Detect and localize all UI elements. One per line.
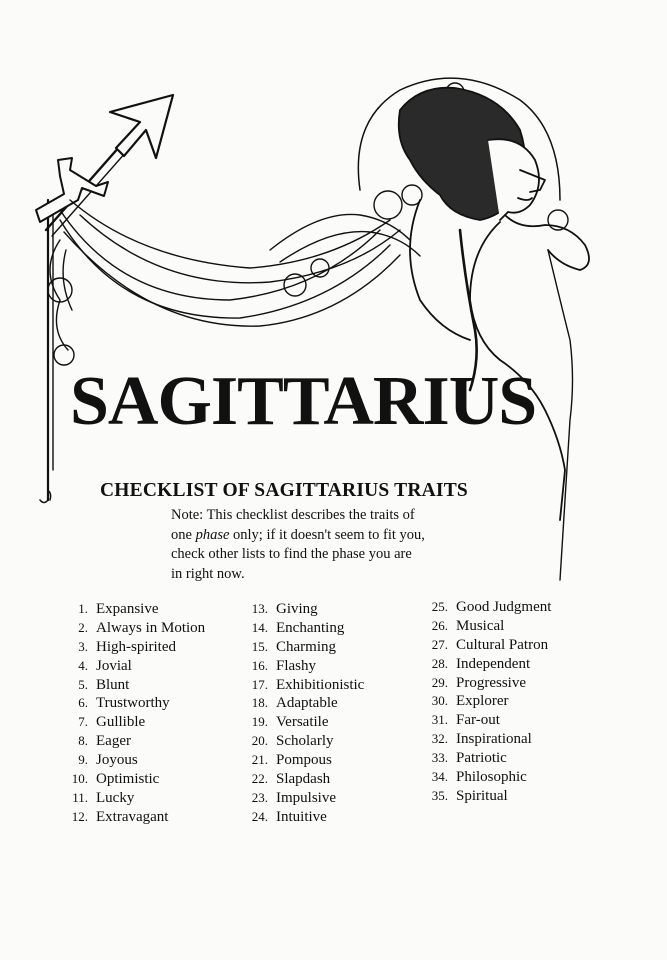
trait-item	[56, 676, 205, 695]
trait-number: 18.	[251, 695, 268, 711]
trait-item	[236, 676, 364, 695]
trait-number: 12.	[71, 808, 88, 824]
trait-number: 32.	[431, 731, 448, 747]
trait-item	[236, 638, 364, 657]
trait-item	[416, 636, 551, 655]
trait-label: Gullible	[96, 714, 146, 731]
trait-item	[56, 713, 205, 732]
trait-item	[236, 657, 364, 676]
trait-item	[416, 730, 551, 749]
trait-number: 4.	[78, 657, 88, 673]
trait-label: Flashy	[276, 657, 317, 674]
trait-number: 6.	[78, 695, 88, 711]
trait-item	[236, 600, 364, 619]
trait-number: 24.	[251, 808, 268, 824]
trait-label: Eager	[96, 733, 131, 750]
trait-number: 13.	[251, 601, 268, 616]
trait-number: 34.	[431, 769, 448, 785]
note-line: Note: This checklist describes the traits of	[171, 507, 415, 523]
ribbon-decoration	[50, 200, 420, 350]
trait-number: 27.	[431, 636, 448, 652]
trait-number: 21.	[251, 752, 268, 768]
trait-item	[416, 768, 551, 787]
trait-item	[416, 787, 551, 806]
trait-label: Trustworthy	[96, 695, 170, 712]
trait-label: Blunt	[96, 676, 130, 693]
trait-number: 20.	[251, 733, 268, 749]
trait-item	[236, 694, 364, 713]
trait-number: 26.	[431, 617, 448, 633]
trait-label: Extravagant	[96, 808, 169, 825]
trait-number: 15.	[251, 638, 268, 654]
trait-item	[416, 749, 551, 768]
trait-label: Adaptable	[276, 695, 338, 712]
trait-label: Charming	[276, 638, 336, 655]
trait-item	[56, 600, 205, 619]
page-title: SAGITTARIUS	[70, 363, 537, 440]
trait-item	[236, 713, 364, 732]
trait-label: Exhibitionistic	[276, 676, 365, 693]
trait-label: Joyous	[96, 752, 138, 769]
trait-number: 3.	[78, 638, 88, 654]
trait-number: 30.	[431, 693, 448, 709]
trait-label: Jovial	[96, 657, 132, 674]
trait-label: Optimistic	[96, 771, 160, 788]
trait-number: 16.	[251, 657, 268, 673]
checklist-heading: CHECKLIST OF SAGITTARIUS TRAITS	[100, 480, 468, 501]
trait-number: 9.	[78, 752, 88, 768]
trait-label: Always in Motion	[96, 619, 206, 636]
trait-label: Progressive	[456, 674, 526, 691]
trait-label: Philosophic	[456, 769, 527, 786]
trait-item	[416, 598, 551, 617]
traits-column-2	[236, 600, 364, 827]
checklist-note	[171, 506, 491, 584]
trait-item	[56, 619, 205, 638]
note-line: one phase only; if it doesn't seem to fit you,	[171, 526, 425, 543]
trait-label: Far-out	[456, 712, 500, 729]
trait-item	[236, 751, 364, 770]
trait-item	[236, 770, 364, 789]
trait-number: 22.	[251, 771, 268, 787]
trait-number: 17.	[251, 676, 268, 692]
trait-label: Slapdash	[276, 771, 331, 788]
trait-label: Expansive	[96, 601, 159, 617]
trait-number: 29.	[431, 674, 448, 690]
trait-label: Scholarly	[276, 733, 334, 750]
trait-number: 35.	[431, 787, 448, 803]
trait-label: Pompous	[276, 752, 332, 769]
traits-column-3	[416, 598, 551, 806]
trait-number: 23.	[251, 789, 268, 805]
trait-label: Enchanting	[276, 619, 345, 636]
trait-item	[416, 674, 551, 693]
trait-item	[236, 619, 364, 638]
trait-item	[56, 657, 205, 676]
trait-item	[56, 694, 205, 713]
trait-number: 33.	[431, 750, 448, 766]
trait-number: 25.	[431, 599, 448, 614]
trait-item	[236, 808, 364, 827]
note-emphasis: phase	[195, 526, 230, 543]
trait-number: 19.	[251, 714, 268, 730]
trait-item	[56, 808, 205, 827]
trait-item	[56, 751, 205, 770]
trait-number: 8.	[78, 733, 88, 749]
trait-number: 31.	[431, 712, 448, 728]
trait-number: 10.	[71, 771, 88, 787]
trait-label: Giving	[276, 601, 318, 617]
trait-item	[236, 789, 364, 808]
note-line: check other lists to find the phase you are	[171, 546, 412, 562]
trait-number: 11.	[72, 789, 88, 805]
trait-label: High-spirited	[96, 638, 176, 655]
trait-number: 1.	[78, 601, 88, 616]
trait-item	[416, 711, 551, 730]
trait-label: Patriotic	[456, 750, 507, 767]
trait-number: 7.	[78, 714, 88, 730]
trait-number: 2.	[78, 619, 88, 635]
trait-label: Independent	[456, 655, 531, 672]
trait-item	[56, 732, 205, 751]
trait-number: 5.	[78, 676, 88, 692]
trait-label: Versatile	[276, 714, 329, 731]
note-line: in right now.	[171, 565, 245, 582]
trait-label: Cultural Patron	[456, 636, 549, 653]
trait-label: Intuitive	[276, 808, 327, 825]
trait-label: Inspirational	[456, 731, 532, 748]
trait-label: Good Judgment	[456, 599, 552, 615]
trait-item	[56, 789, 205, 808]
trait-item	[416, 655, 551, 674]
trait-label: Explorer	[456, 693, 509, 710]
trait-item	[416, 692, 551, 711]
trait-label: Impulsive	[276, 789, 336, 806]
trait-label: Musical	[456, 617, 505, 634]
trait-number: 28.	[431, 655, 448, 671]
trait-item	[56, 638, 205, 657]
trait-item	[416, 617, 551, 636]
trait-number: 14.	[251, 619, 268, 635]
trait-label: Spiritual	[456, 787, 508, 804]
trait-item	[236, 732, 364, 751]
traits-column-1	[56, 600, 205, 827]
trait-label: Lucky	[96, 789, 135, 806]
trait-item	[56, 770, 205, 789]
